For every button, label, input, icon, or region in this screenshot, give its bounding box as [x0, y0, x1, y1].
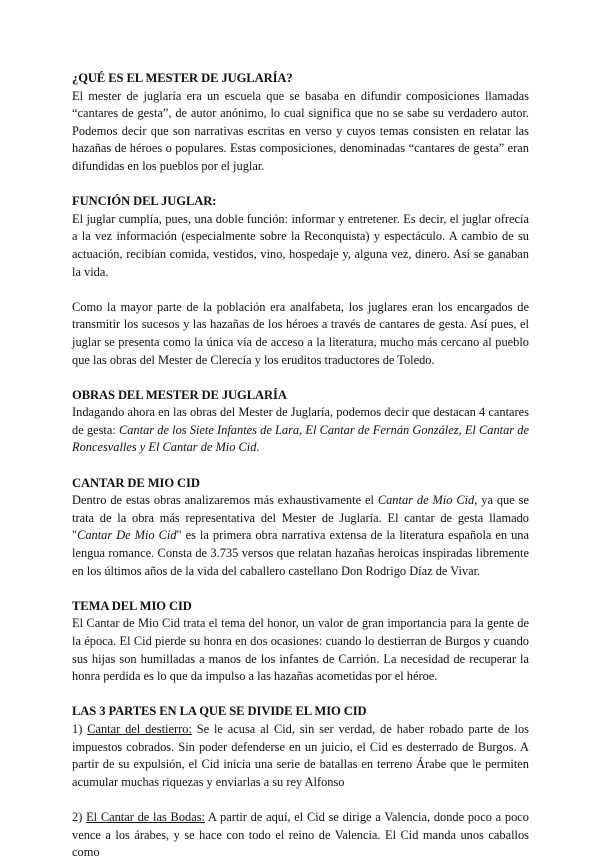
list-item-cantar-destierro	[72, 721, 529, 791]
spacer	[72, 580, 529, 598]
cantar-title-italic-1: Cantar de Mio Cid	[377, 493, 475, 508]
cantar-text-3: " es la primera obra narrativa extensa de la literatura española en una lengua romance. Consta de 3.735 versos que relatan hazañas heroicas inspiradas libremente en los últimos años de la vida del caballero castellano Don Rodrigo Díaz de Vivar.	[72, 528, 529, 578]
cantar-text-2: , ya que se trata de la obra más representativa del Mester de Juglaría. El cantar de gesta llamado "	[72, 493, 529, 543]
heading-partes-mio-cid: LAS 3 PARTES EN LA QUE SE DIVIDE EL MIO CID	[72, 704, 367, 719]
spacer	[72, 369, 529, 387]
cantar-text-1: Dentro de estas obras analizaremos más exhaustivamente el	[72, 493, 378, 508]
obras-text: Indagando ahora en las obras del Mester de Juglaría, podemos decir que destacan 4 cantares de gesta:	[72, 405, 529, 437]
paragraph-funcion-juglar-2: Como la mayor parte de la población era analfabeta, los juglares eran los encargados de transmitir los sucesos y las hazañas de los héroes a través de cantares de gesta. Así pues, el juglar se presenta como la única vía de acceso a la literatura, mucho más cercano al pueblo que las obras del Mester de Clerecía y los eruditos traductores de Toledo.	[72, 299, 529, 367]
paragraph-obras-mester	[72, 404, 529, 457]
item-body-bodas: A partir de aquí, el Cid se dirige a Valencia, donde poco a poco vence a los árabes, y se hace con todo el reino de Valencia. El Cid manda unos caballos como	[72, 809, 530, 860]
spacer	[72, 176, 529, 194]
paragraph-que-es-mester: El mester de juglaría era un escuela que se basaba en difundir composiciones llamadas “cantares de gesta”, de autor anónimo, lo cual significa que no se sabe su verdadero autor. Podemos decir que son narrativas escritas en verso y cuyos temas consisten en relatar las hazañas de héroes o populares. Estas composiciones, denominadas “cantares de gesta” eran difundidas en los pueblos por el juglar.	[72, 88, 529, 173]
heading-funcion-juglar: FUNCIÓN DEL JUGLAR:	[72, 194, 217, 209]
cantar-title-italic-2: Cantar De Mio Cid	[77, 528, 177, 543]
item-title-destierro: Cantar del destierro:	[87, 721, 192, 736]
heading-cantar-mio-cid: CANTAR DE MIO CID	[72, 475, 200, 490]
obras-titles-italic: Cantar de los Siete Infantes de Lara, El Cantar de Fernán González, El Cantar de Roncesvalles y El Cantar de Mio Cid.	[72, 422, 529, 455]
item-title-bodas: El Cantar de las Bodas:	[86, 809, 205, 824]
heading-obras-mester: OBRAS DEL MESTER DE JUGLARÍA	[72, 387, 287, 402]
paragraph-funcion-juglar-1: El juglar cumplía, pues, una doble función: informar y entretener. Es decir, el juglar ofrecía a la vez información (especialmente sobre la Reconquista) y espectáculo. A cambio de su actuación, recibían comida, vestidos, vino, hospedaje y, alguna vez, dinero. Así se ganaban la vida.	[72, 211, 529, 279]
list-item-cantar-bodas	[72, 809, 529, 862]
spacer	[72, 791, 529, 809]
paragraph-cantar-mio-cid	[72, 492, 529, 580]
document-content	[72, 70, 529, 862]
heading-que-es-mester: ¿QUÉ ES EL MESTER DE JUGLARÍA?	[72, 71, 293, 85]
spacer	[72, 686, 529, 704]
item-number: 2)	[72, 809, 87, 824]
spacer	[72, 457, 529, 475]
paragraph-tema-mio-cid: El Cantar de Mio Cid trata el tema del honor, un valor de gran importancia para la gente de la época. El Cid pierde su honra en dos ocasiones: cuando lo destierran de Burgos y cuando sus hijas son humilladas a manos de los infantes de Carrión. La necesidad de recuperar la honra perdida es lo que da impulso a las hazañas acometidas por el héroe.	[72, 616, 529, 684]
heading-tema-mio-cid: TEMA DEL MIO CID	[72, 598, 192, 613]
item-body-destierro: Se le acusa al Cid, sin ser verdad, de haber robado parte de los impuestos cobrados. Sin poder defenderse en un juicio, el Cid es desterrado de Burgos. A partir de su expulsión, el Cid inicia una serie de batallas en terreno Árabe que le permiten acumular muchas riquezas y enviarlas a su rey Alfonso	[72, 721, 529, 789]
spacer	[72, 281, 529, 299]
item-number: 1)	[72, 721, 88, 736]
